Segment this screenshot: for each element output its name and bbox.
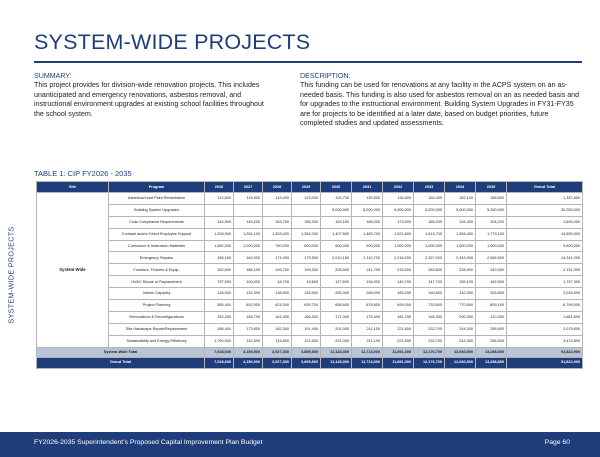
- subtotal-row-value: 3,899,500: [292, 347, 321, 357]
- value-cell: 2,443,300: [445, 252, 476, 264]
- value-cell: 2,327,000: [414, 252, 445, 264]
- value-cell: 699,000: [383, 300, 414, 312]
- value-cell: 193,700: [263, 264, 292, 276]
- value-cell: 1,694,400: [445, 228, 476, 240]
- value-cell: 152,200: [205, 311, 234, 323]
- column-header: 2028: [263, 182, 292, 193]
- value-cell: 162,600: [205, 264, 234, 276]
- value-cell: 158,300: [292, 216, 321, 228]
- value-cell: 244,300: [445, 335, 476, 347]
- value-cell: 1,521,600: [383, 228, 414, 240]
- summary-section: [34, 72, 274, 119]
- value-cell: 168,000: [352, 216, 383, 228]
- value-cell: 158,600: [476, 193, 507, 205]
- grand-total-row-value: 12,940,500: [445, 357, 476, 368]
- value-cell: 171,300: [321, 311, 352, 323]
- value-cell: 126,700: [321, 193, 352, 205]
- program-cell: Contract and/or Direct Employee Support: [109, 228, 205, 240]
- value-cell: 147,700: [414, 276, 445, 288]
- value-cell: 204,200: [476, 216, 507, 228]
- description-section: [300, 72, 582, 128]
- value-cell: 162,900: [476, 276, 507, 288]
- value-cell: 199,300: [292, 264, 321, 276]
- value-cell: 5,250,000: [476, 204, 507, 216]
- column-header: 2033: [414, 182, 445, 193]
- grand-total-row-value: 7,028,600: [205, 357, 234, 368]
- value-cell: 809,100: [476, 300, 507, 312]
- value-cell: 1,000,000: [383, 240, 414, 252]
- table-row: [37, 323, 583, 335]
- grand-total-row-value: 91,822,900: [507, 357, 583, 368]
- value-cell: [263, 204, 292, 216]
- page-title: SYSTEM-WIDE PROJECTS: [34, 30, 311, 54]
- value-cell: 1,354,000: [292, 228, 321, 240]
- program-cell: Code Compliance Requirements: [109, 216, 205, 228]
- subtotal-row-value: 12,176,700: [414, 347, 445, 357]
- side-section-label: [4, 190, 18, 360]
- value-cell: [205, 204, 234, 216]
- value-cell: 160,600: [414, 288, 445, 300]
- value-cell: 201,000: [321, 335, 352, 347]
- table-row: [37, 204, 583, 216]
- column-header: 2026: [205, 182, 234, 193]
- value-cell: 2,016,500: [507, 288, 583, 300]
- value-cell: 171,000: [263, 252, 292, 264]
- page-number: Page 60: [544, 439, 570, 446]
- value-cell: 1,681,600: [507, 311, 583, 323]
- value-cell: 161,400: [263, 311, 292, 323]
- value-cell: 678,600: [352, 300, 383, 312]
- value-cell: 733,900: [414, 300, 445, 312]
- value-cell: 191,400: [292, 323, 321, 335]
- value-cell: 138,900: [263, 288, 292, 300]
- column-header: 2032: [383, 182, 414, 193]
- value-cell: 154,400: [414, 193, 445, 205]
- value-cell: 205,500: [321, 264, 352, 276]
- value-cell: 1,694,000: [507, 216, 583, 228]
- value-cell: 1,208,900: [205, 228, 234, 240]
- value-cell: 1,463,700: [352, 228, 383, 240]
- program-cell: Interim Capacity: [109, 288, 205, 300]
- program-cell: Emergency Repairs: [109, 252, 205, 264]
- value-cell: 156,700: [234, 311, 263, 323]
- subtotal-row-value: 12,940,500: [445, 347, 476, 357]
- value-cell: 1,000,000: [476, 240, 507, 252]
- value-cell: 621,000: [263, 300, 292, 312]
- program-cell: Furniture, Fixtures & Equip.: [109, 264, 205, 276]
- value-cell: 153,700: [263, 216, 292, 228]
- column-header: 2031: [352, 182, 383, 193]
- table-row: [37, 264, 583, 276]
- table-row: [37, 193, 583, 205]
- value-cell: 585,400: [205, 300, 234, 312]
- value-cell: 112,600: [205, 193, 234, 205]
- value-cell: 1,254,100: [234, 228, 263, 240]
- value-cell: 14,341,200: [507, 252, 583, 264]
- value-cell: 110,300: [234, 335, 263, 347]
- title-divider: [34, 61, 582, 63]
- value-cell: 658,600: [321, 300, 352, 312]
- side-section-label-text: SYSTEM-WIDE PROJECTS: [6, 226, 16, 324]
- value-cell: 310,300: [445, 288, 476, 300]
- value-cell: 256,500: [476, 323, 507, 335]
- value-cell: 6,799,000: [507, 300, 583, 312]
- value-cell: 176,400: [352, 311, 383, 323]
- subtotal-row-value: 91,822,900: [507, 347, 583, 357]
- value-cell: 221,600: [383, 335, 414, 347]
- value-cell: 185,200: [414, 216, 445, 228]
- value-cell: [234, 204, 263, 216]
- subtotal-row-label: System-Wide Total: [37, 347, 205, 357]
- value-cell: 194,400: [445, 216, 476, 228]
- program-cell: Sustainability and Energy Efficiency: [109, 335, 205, 347]
- value-cell: 232,700: [414, 323, 445, 335]
- subtotal-row: [37, 347, 583, 357]
- value-cell: 162,000: [234, 252, 263, 264]
- value-cell: 123,000: [292, 193, 321, 205]
- column-header: 2030: [321, 182, 352, 193]
- value-cell: 144,900: [205, 216, 234, 228]
- value-cell: 134,400: [383, 193, 414, 205]
- value-cell: 119,400: [263, 193, 292, 205]
- table-row: [37, 300, 583, 312]
- value-cell: 100,000: [234, 276, 263, 288]
- value-cell: 210,300: [476, 311, 507, 323]
- subtotal-row-value: 3,927,300: [263, 347, 292, 357]
- grand-total-row-value: 11,891,000: [383, 357, 414, 368]
- value-cell: 5,000,000: [414, 204, 445, 216]
- grand-total-row-value: 11,128,300: [321, 357, 352, 368]
- table-row: [37, 276, 583, 288]
- value-cell: 5,000,000: [321, 204, 352, 216]
- value-cell: 2,079,800: [507, 323, 583, 335]
- value-cell: 1,303,400: [263, 228, 292, 240]
- table-row: [37, 335, 583, 347]
- value-cell: 900,000: [352, 240, 383, 252]
- table-row: [37, 311, 583, 323]
- value-cell: 173,600: [234, 323, 263, 335]
- value-cell: 211,100: [352, 323, 383, 335]
- subtotal-row-value: 7,028,600: [205, 347, 234, 357]
- value-cell: 1,000,000: [414, 240, 445, 252]
- value-cell: 30,250,000: [507, 204, 583, 216]
- value-cell: 256,500: [476, 335, 507, 347]
- footer-title: FY2026-2035 Superintendent’s Proposed Capital Improvement Plan Budget: [34, 439, 263, 446]
- value-cell: 130,500: [352, 193, 383, 205]
- value-cell: 228,900: [445, 264, 476, 276]
- value-cell: 1,650,000: [205, 240, 234, 252]
- value-cell: 186,100: [234, 264, 263, 276]
- column-header: Program: [109, 182, 205, 193]
- value-cell: 155,150: [205, 252, 234, 264]
- column-header: 2027: [234, 182, 263, 193]
- value-cell: 2,216,200: [383, 252, 414, 264]
- grand-total-row-value: 12,176,700: [414, 357, 445, 368]
- value-cell: 162,100: [445, 193, 476, 205]
- value-cell: 211,700: [352, 264, 383, 276]
- grand-total-row-label: Grand Total: [37, 357, 205, 368]
- grand-total-row-value: 13,288,800: [476, 357, 507, 368]
- value-cell: 181,700: [383, 311, 414, 323]
- grand-total-row-value: 3,899,500: [292, 357, 321, 368]
- subtotal-row-value: 11,128,300: [321, 347, 352, 357]
- value-cell: 2,131,900: [507, 264, 583, 276]
- value-cell: 1,790,000: [205, 335, 234, 347]
- value-cell: [292, 204, 321, 216]
- value-cell: 1,000,000: [445, 240, 476, 252]
- grand-total-row-value: 4,150,900: [234, 357, 263, 368]
- value-cell: 186,400: [205, 323, 234, 335]
- value-cell: 1,337,600: [507, 193, 583, 205]
- subtotal-row-value: 11,713,000: [352, 347, 383, 357]
- program-cell: Site Hardscape Repair/Replacement: [109, 323, 205, 335]
- column-header: 2035: [476, 182, 507, 193]
- grand-total-row-value: 11,713,000: [352, 357, 383, 368]
- column-header: Grand Total: [507, 182, 583, 193]
- value-cell: 3,474,800: [507, 335, 583, 347]
- value-cell: 183,200: [383, 288, 414, 300]
- grand-total-row-value: 3,927,300: [263, 357, 292, 368]
- value-cell: 750,000: [263, 240, 292, 252]
- grand-total-row: [37, 357, 583, 368]
- subtotal-row-value: 11,891,000: [383, 347, 414, 357]
- page-footer: [0, 432, 600, 457]
- cip-table: [36, 181, 583, 369]
- value-cell: 325,800: [476, 288, 507, 300]
- value-cell: 600,000: [292, 240, 321, 252]
- value-cell: 179,500: [292, 252, 321, 264]
- value-cell: 163,100: [321, 216, 352, 228]
- value-cell: 5,000,000: [383, 204, 414, 216]
- value-cell: 166,300: [292, 311, 321, 323]
- value-cell: 134,000: [352, 276, 383, 288]
- value-cell: 1,797,300: [507, 276, 583, 288]
- value-cell: 244,300: [445, 323, 476, 335]
- program-cell: Curriculum & Instruction Materials: [109, 240, 205, 252]
- summary-heading: SUMMARY:: [34, 72, 72, 80]
- value-cell: 200,300: [445, 311, 476, 323]
- value-cell: 1,000,000: [234, 240, 263, 252]
- value-cell: 132,300: [234, 288, 263, 300]
- value-cell: 255,300: [321, 288, 352, 300]
- value-cell: 602,900: [234, 300, 263, 312]
- program-cell: Project Planning: [109, 300, 205, 312]
- value-cell: 211,100: [352, 335, 383, 347]
- value-cell: 240,300: [476, 264, 507, 276]
- description-heading: DESCRIPTION:: [300, 72, 351, 80]
- value-cell: 797,500: [205, 276, 234, 288]
- value-cell: 283,600: [414, 264, 445, 276]
- value-cell: 19,600: [292, 276, 321, 288]
- program-cell: Building System Upgrades: [109, 204, 205, 216]
- table-row: [37, 252, 583, 264]
- table-row: [37, 228, 583, 240]
- value-cell: 126,000: [205, 288, 234, 300]
- value-cell: 115,900: [234, 193, 263, 205]
- description-text: This funding can be used for renovations at any facility in the ACPS system on an as-needed basis. This funding is also used for asbestos removal on an as needed basis and for upgrades to the instructional environment. Building System Upgrades in FY31-FY35 are for projects to be identified at a later date, based on budget priorities, future completed studies and updated assessments.: [300, 81, 580, 128]
- value-cell: 127,600: [321, 276, 352, 288]
- value-cell: 1,407,600: [321, 228, 352, 240]
- table-row: [37, 240, 583, 252]
- table-row: [37, 288, 583, 300]
- value-cell: 1,613,700: [414, 228, 445, 240]
- value-cell: 165,300: [414, 311, 445, 323]
- table-header-row: [37, 182, 583, 193]
- subtotal-row-value: 13,288,800: [476, 347, 507, 357]
- value-cell: 5,000,000: [352, 204, 383, 216]
- value-cell: 149,200: [234, 216, 263, 228]
- program-cell: Asbestos/Lead Paint Remediation: [109, 193, 205, 205]
- value-cell: 5,000,000: [445, 204, 476, 216]
- program-cell: HVAC Repair or Replacement: [109, 276, 205, 288]
- value-cell: 2,565,500: [476, 252, 507, 264]
- table-row: [37, 216, 583, 228]
- value-cell: 600,000: [321, 240, 352, 252]
- table-title: TABLE 1: CIP FY2026 - 2035: [34, 169, 132, 178]
- value-cell: 182,300: [263, 323, 292, 335]
- value-cell: 218,000: [383, 264, 414, 276]
- value-cell: 173,000: [383, 216, 414, 228]
- value-cell: 145,900: [292, 288, 321, 300]
- value-cell: 155,100: [445, 276, 476, 288]
- value-cell: 2,010,150: [321, 252, 352, 264]
- value-cell: 140,700: [383, 276, 414, 288]
- column-header: 2029: [292, 182, 321, 193]
- value-cell: 16,700: [263, 276, 292, 288]
- value-cell: 1,779,100: [476, 228, 507, 240]
- value-cell: 639,700: [292, 300, 321, 312]
- column-header: Site: [37, 182, 109, 193]
- value-cell: 14,599,300: [507, 228, 583, 240]
- value-cell: 9,600,000: [507, 240, 583, 252]
- value-cell: 2,110,700: [352, 252, 383, 264]
- value-cell: 115,800: [263, 335, 292, 347]
- summary-text: This project provides for division-wide renovation projects. This includes unanticipated and emergency renovations, asbestos removal, and instructional environment upgrades at existing school facilities throughout the school system.: [34, 81, 264, 118]
- site-cell: System-Wide: [37, 193, 109, 348]
- value-cell: 268,000: [352, 288, 383, 300]
- value-cell: 221,600: [383, 323, 414, 335]
- program-cell: Renovations & Reconfigurations: [109, 311, 205, 323]
- value-cell: 201,000: [321, 323, 352, 335]
- value-cell: 232,700: [414, 335, 445, 347]
- value-cell: 121,600: [292, 335, 321, 347]
- column-header: 2034: [445, 182, 476, 193]
- subtotal-row-value: 4,150,900: [234, 347, 263, 357]
- value-cell: 770,600: [445, 300, 476, 312]
